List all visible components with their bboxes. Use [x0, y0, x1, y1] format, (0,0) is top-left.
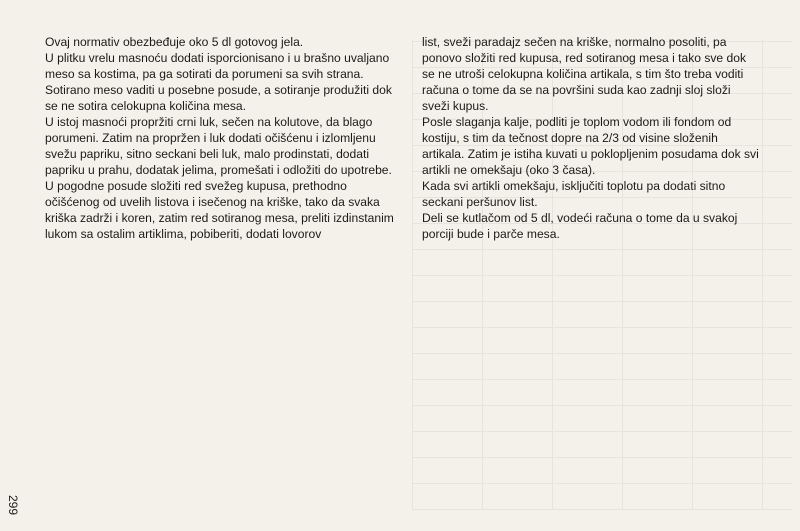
paragraph: U istoj masnoći propržiti crni luk, sečen na kolutove, da blago porumeni. Zatim na propržen i luk dodati očišćenu i izlomljenu svežu papriku, sitno seckani beli luk, malo prodinstati, dodati papriku u prahu, dodatak jelima, promešati i odložiti do upotrebe. [45, 115, 392, 177]
paragraph: Deli se kutlačom od 5 dl, vodeći računa o tome da u svakoj porciji bude i parče mesa. [422, 211, 738, 241]
paragraph: list, sveži paradajz sečen na kriške, normalno posoliti, pa ponovo složiti red kupusa, red sotiranog mesa i tako sve dok se ne utroši celokupna količina artikala, s tim što treba voditi računa o tome da se na površini suda kao zadnji sloj složi sveži kupus. [422, 35, 747, 113]
paragraph: Ovaj normativ obezbeđuje oko 5 dl gotovog jela. [45, 35, 304, 49]
page-number: 299 [6, 495, 20, 516]
left-column [45, 34, 397, 242]
paragraph: U plitku vrelu masnoću dodati isporcionisano i u brašno uvaljano meso sa kostima, pa ga sotirati da porumeni sa svih strana. [45, 51, 390, 81]
right-column [422, 34, 760, 242]
paragraph: Sotirano meso vaditi u posebne posude, a sotiranje produžiti dok se ne sotira celokupna količina mesa. [45, 83, 392, 113]
paragraph: Posle slaganja kalje, podliti je toplom vodom ili fondom od kostiju, s tim da tečnost dopre na 2/3 od visine složenih artikala. Zatim je istiha kuvati u poklopljenim posudama dok svi artikli ne omekšaju (oko 3 časa). [422, 115, 759, 177]
paragraph: Kada svi artikli omekšaju, isključiti toplotu pa dodati sitno seckani peršunov list. [422, 179, 726, 209]
paragraph: U pogodne posude složiti red svežeg kupusa, prethodno očišćenog od uvelih listova i isečenog na kriške, tako da svaka kriška zadrži i koren, zatim red sotiranog mesa, preliti izdinstanim lukom sa ostalim artiklima, pobiberiti, dodati lovorov [45, 179, 394, 241]
